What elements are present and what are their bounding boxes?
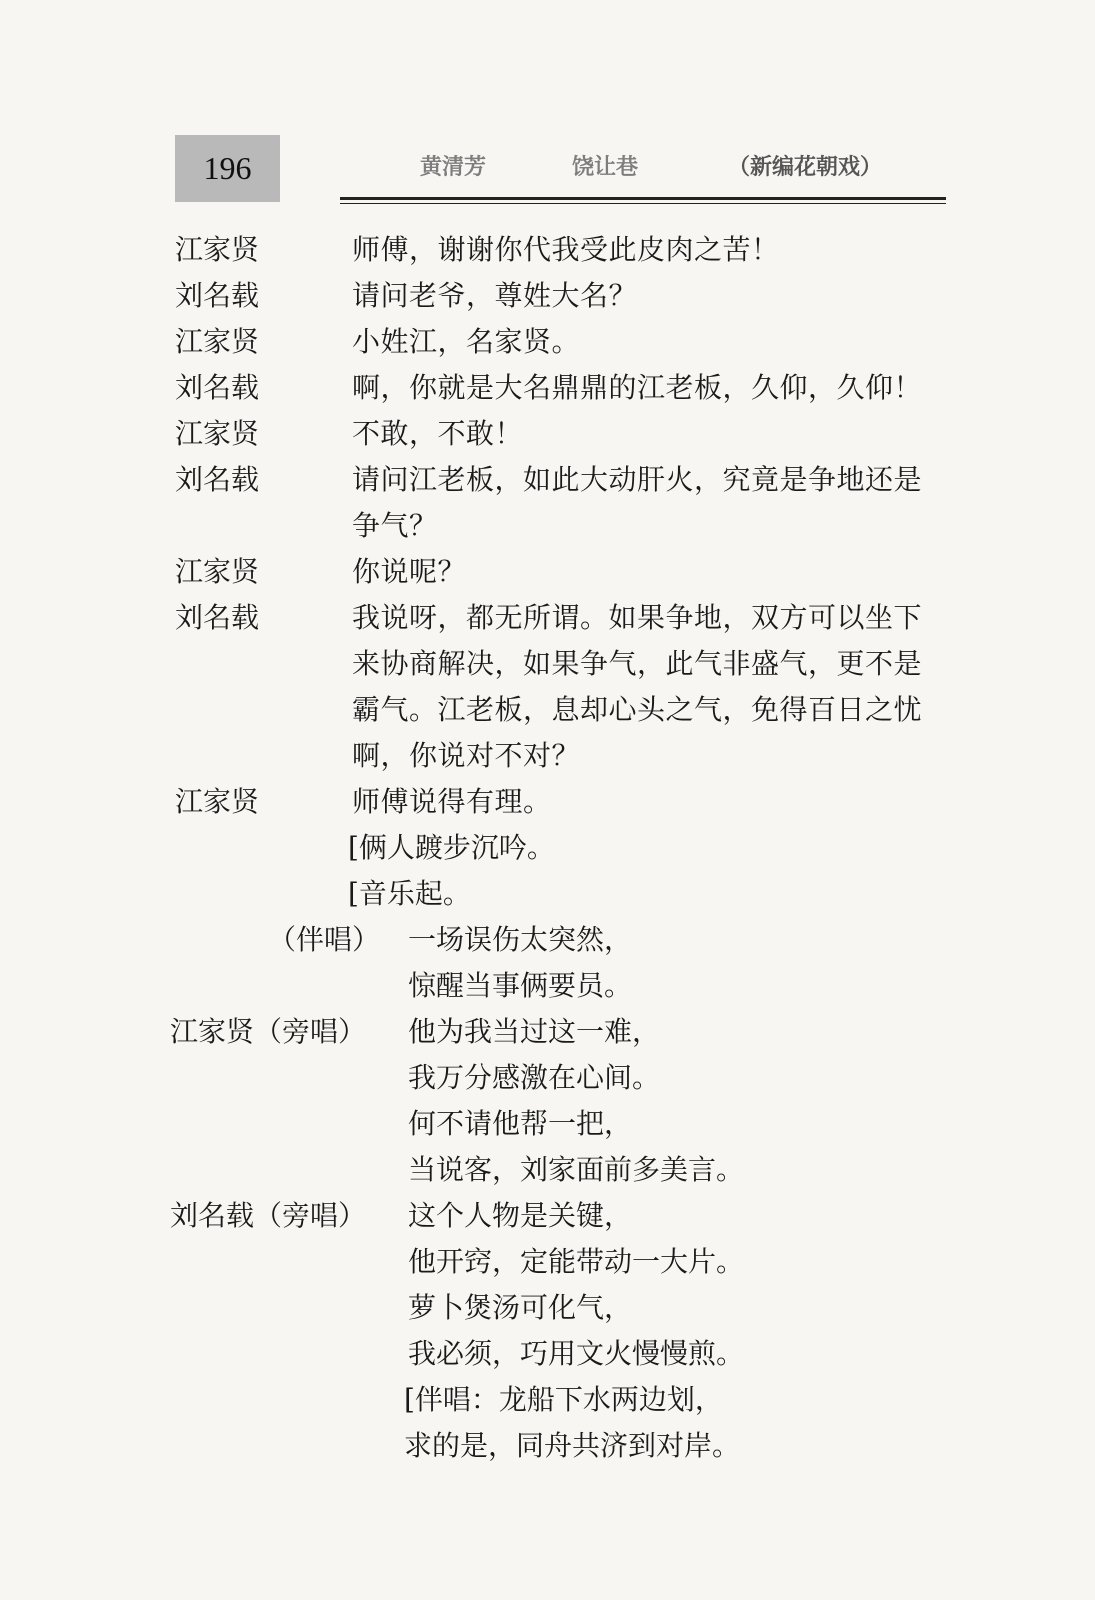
running-header-title: 饶让巷 xyxy=(572,155,639,180)
sung-line: 一场误伤太突然， xyxy=(408,923,633,956)
script-line xyxy=(0,1285,1095,1331)
dialog-line: 师傅说得有理。 xyxy=(352,785,552,818)
speaker-name: 江家贤 xyxy=(175,325,260,358)
script-line xyxy=(0,457,1095,503)
script-line xyxy=(0,733,1095,779)
sung-line: 何不请他帮一把， xyxy=(408,1107,633,1140)
sung-line: 萝卜煲汤可化气， xyxy=(408,1291,633,1324)
script-line xyxy=(0,365,1095,411)
script-line xyxy=(0,503,1095,549)
header-rule-thin xyxy=(340,203,946,204)
script-line xyxy=(0,549,1095,595)
script-line xyxy=(0,825,1095,871)
speaker-name: 江家贤 xyxy=(175,417,260,450)
stage-direction: [音乐起。 xyxy=(348,877,471,910)
stage-direction: [伴唱：龙船下水两边划， xyxy=(404,1383,723,1416)
sung-line: 我万分感激在心间。 xyxy=(408,1061,661,1094)
dialog-line: 小姓江，名家贤。 xyxy=(352,325,581,358)
script-line xyxy=(0,779,1095,825)
sung-line: 我必须，巧用文火慢慢煎。 xyxy=(408,1337,745,1370)
script-line xyxy=(0,1331,1095,1377)
script-line xyxy=(0,641,1095,687)
dialog-line: 来协商解决，如果争气，此气非盛气，更不是 xyxy=(352,647,923,680)
dialog-line: 请问老爷，尊姓大名？ xyxy=(352,279,638,312)
script-line xyxy=(0,1239,1095,1285)
script-line xyxy=(0,595,1095,641)
sung-line: 当说客，刘家面前多美言。 xyxy=(408,1153,745,1186)
speaker-name: 刘名载（旁唱） xyxy=(170,1199,367,1232)
script-line xyxy=(0,1101,1095,1147)
script-line xyxy=(0,273,1095,319)
running-header-author: 黄清芳 xyxy=(420,155,487,180)
speaker-name: 江家贤 xyxy=(175,785,260,818)
script-line xyxy=(0,963,1095,1009)
script-line xyxy=(0,1147,1095,1193)
speaker-name: 刘名载 xyxy=(175,279,260,312)
speaker-name: 刘名载 xyxy=(175,601,260,634)
sung-line: 他为我当过这一难， xyxy=(408,1015,661,1048)
script-body xyxy=(0,227,1095,1469)
speaker-name: （伴唱） xyxy=(268,923,381,956)
dialog-line: 争气？ xyxy=(352,509,438,542)
dialog-line: 师傅，谢谢你代我受此皮肉之苦！ xyxy=(352,233,780,266)
script-line xyxy=(0,319,1095,365)
script-line xyxy=(0,411,1095,457)
speaker-name: 江家贤 xyxy=(175,233,260,266)
dialog-line: 啊，你就是大名鼎鼎的江老板，久仰，久仰！ xyxy=(352,371,923,404)
script-line xyxy=(0,871,1095,917)
stage-direction: 求的是，同舟共济到对岸。 xyxy=(404,1429,741,1462)
sung-line: 他开窍，定能带动一大片。 xyxy=(408,1245,745,1278)
page-number: 196 xyxy=(175,135,280,202)
speaker-name: 刘名载 xyxy=(175,463,260,496)
script-line xyxy=(0,1055,1095,1101)
speaker-name: 刘名载 xyxy=(175,371,260,404)
dialog-line: 我说呀，都无所谓。如果争地，双方可以坐下 xyxy=(352,601,923,634)
speaker-name: 江家贤 xyxy=(175,555,260,588)
dialog-line: 你说呢？ xyxy=(352,555,467,588)
dialog-line: 啊，你说对不对？ xyxy=(352,739,581,772)
script-line xyxy=(0,1009,1095,1055)
script-line xyxy=(0,1193,1095,1239)
speaker-name: 江家贤（旁唱） xyxy=(170,1015,367,1048)
sung-line: 这个人物是关键， xyxy=(408,1199,633,1232)
stage-direction: [俩人踱步沉吟。 xyxy=(348,831,555,864)
dialog-line: 霸气。江老板，息却心头之气，免得百日之忧 xyxy=(352,693,923,726)
script-line xyxy=(0,917,1095,963)
dialog-line: 不敢，不敢！ xyxy=(352,417,524,450)
header-rule-thick xyxy=(340,197,946,200)
dialog-line: 请问江老板，如此大动肝火，究竟是争地还是 xyxy=(352,463,923,496)
sung-line: 惊醒当事俩要员。 xyxy=(408,969,633,1002)
running-header-genre: （新编花朝戏） xyxy=(728,155,883,180)
script-line xyxy=(0,1423,1095,1469)
script-line xyxy=(0,227,1095,273)
script-line xyxy=(0,1377,1095,1423)
script-line xyxy=(0,687,1095,733)
